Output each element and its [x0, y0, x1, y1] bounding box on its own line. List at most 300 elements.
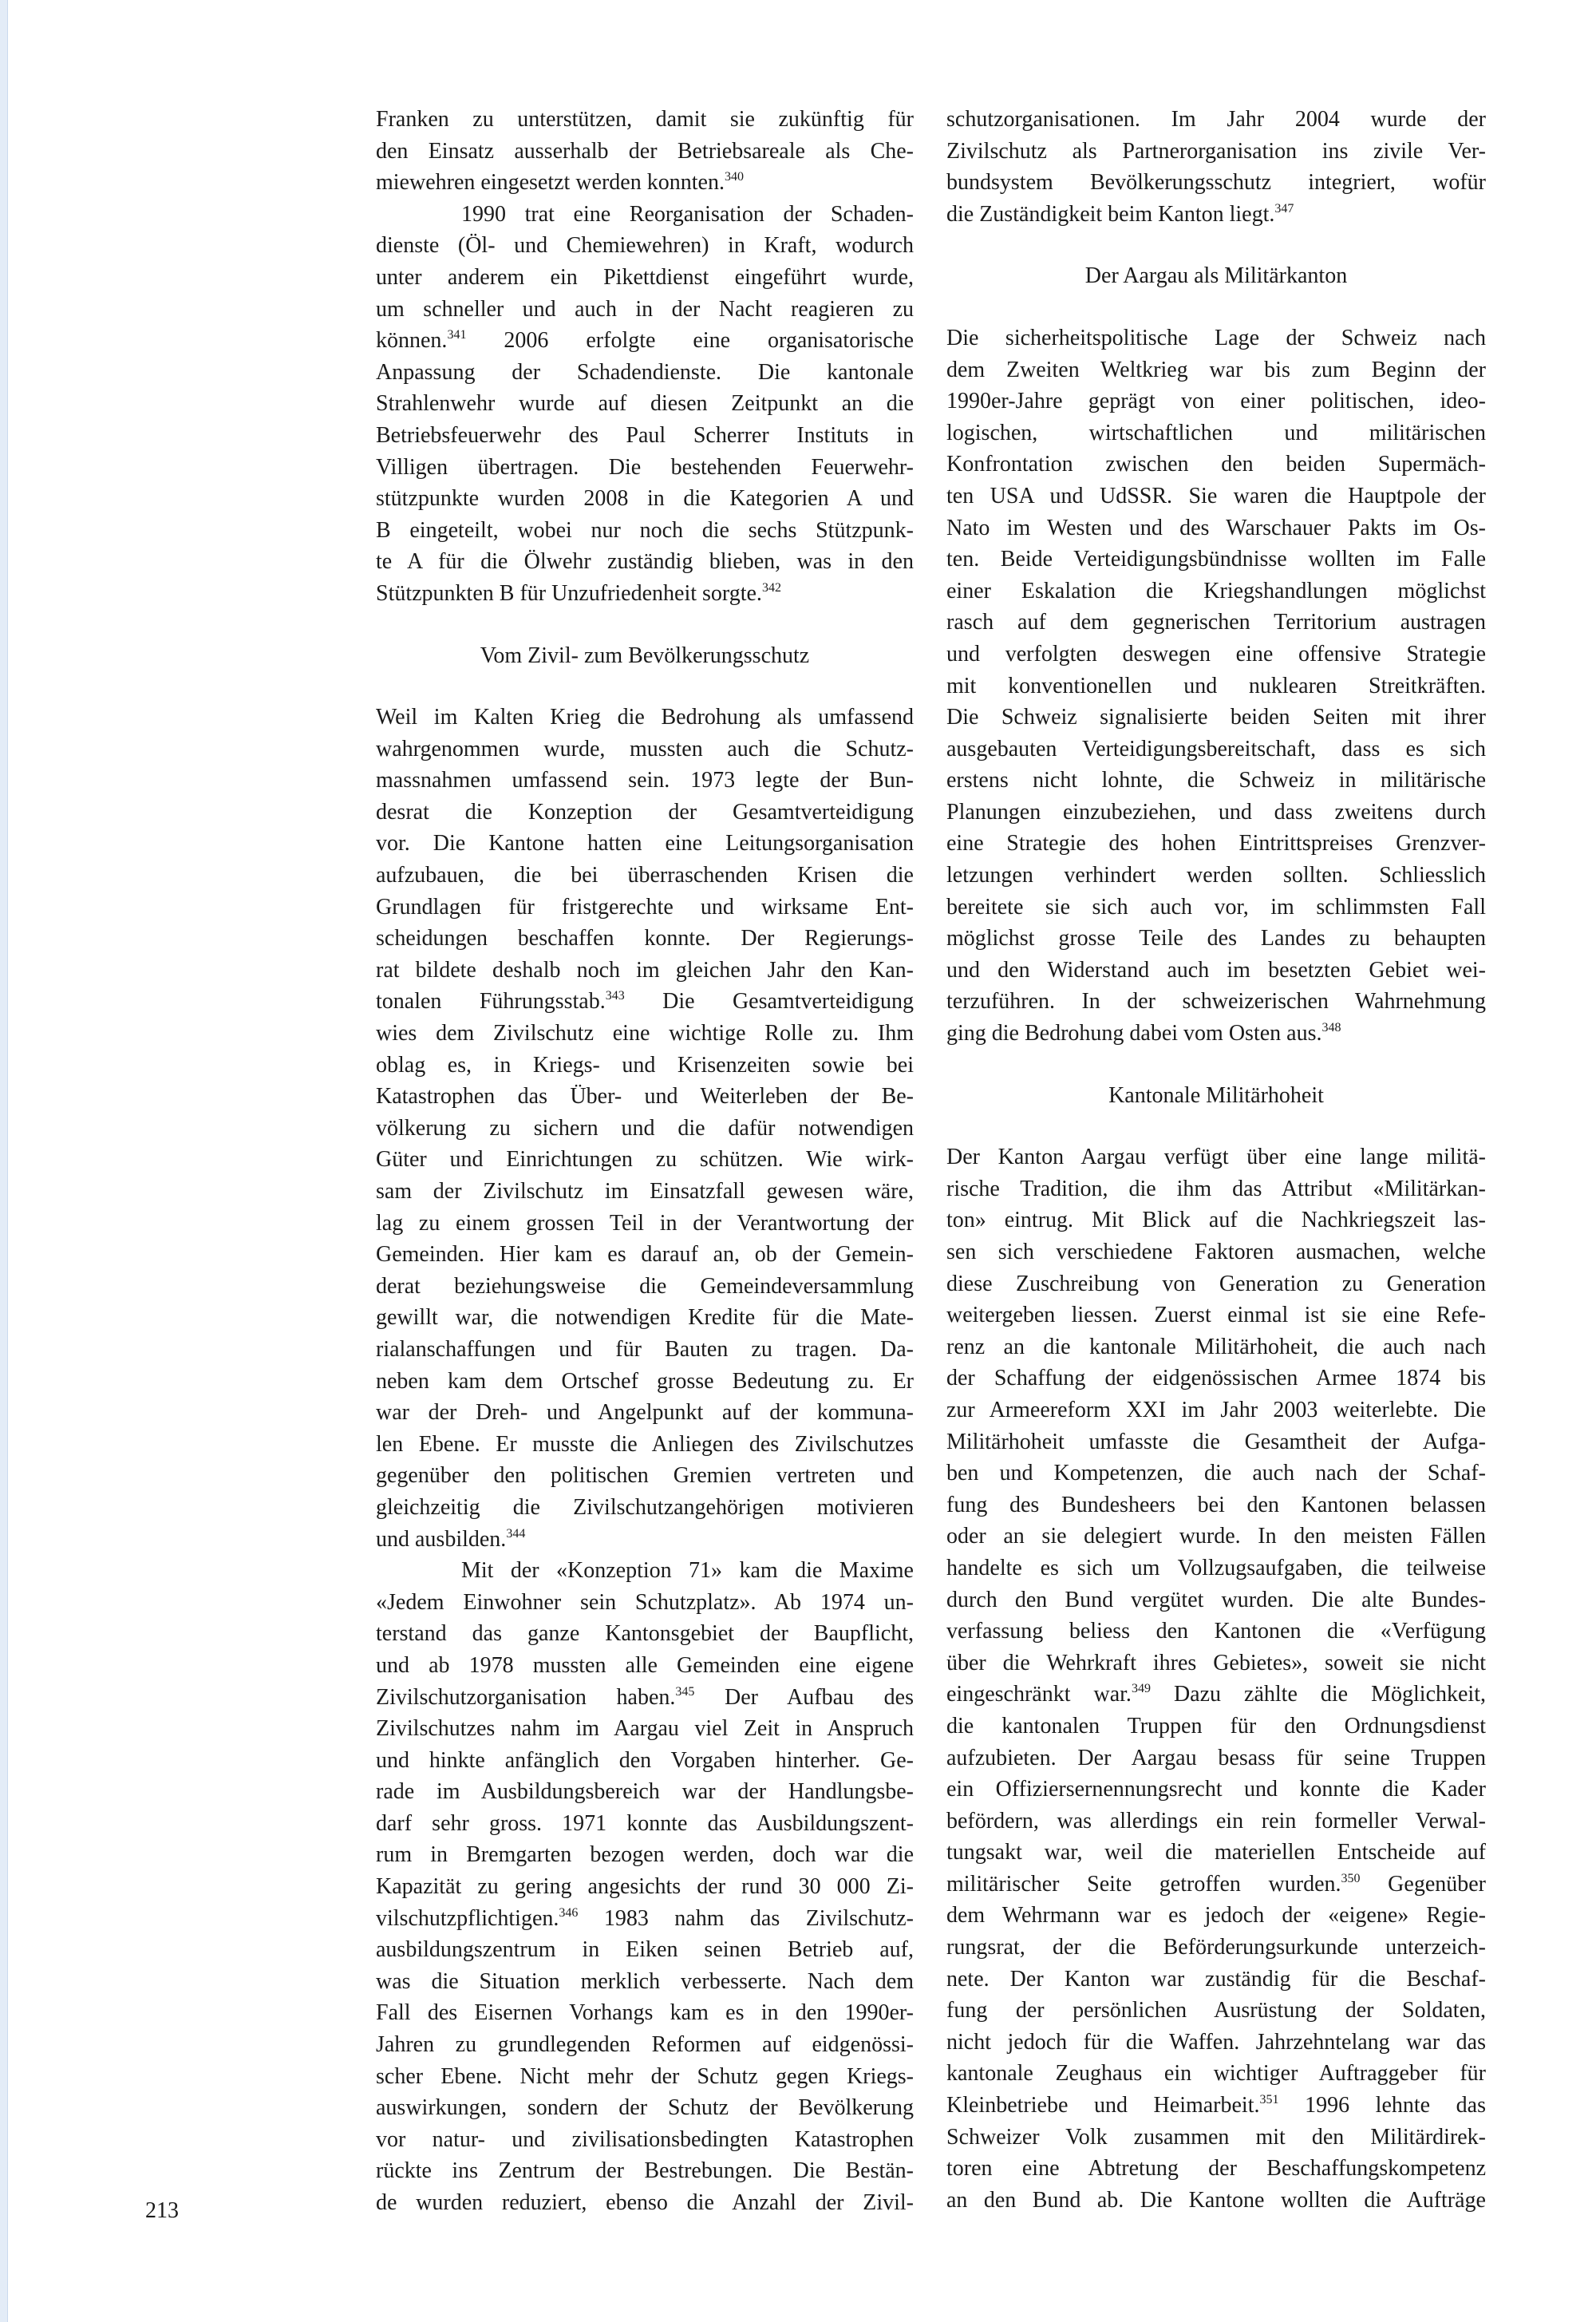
line-text: Betriebsfeuerwehr des Paul Scherrer Instituts in: [376, 422, 914, 448]
line-text: verfassung beliess den Kantonen die «Verfügung: [946, 1619, 1486, 1644]
text-line: [376, 136, 914, 168]
text-line: [946, 1648, 1486, 1679]
text-line: [376, 828, 914, 860]
line-text: weitergeben liessen. Zuerst einmal ist sie eine Refe-: [946, 1303, 1486, 1328]
line-content: [946, 1335, 1486, 1359]
line-text-after-footnote: Gegenüber: [1360, 1871, 1486, 1897]
text-line: [376, 1397, 914, 1429]
line-content: [946, 452, 1486, 477]
line-text: vor natur- und zivilisationsbedingten Katastrophen: [376, 2126, 914, 2152]
line-text: aufzubauen, die bei überraschenden Krisen die: [376, 863, 914, 888]
line-text: fung des Bundesheers bei den Kantonen belassen: [946, 1492, 1486, 1517]
line-text: nete. Der Kanton war zuständig für die Beschaf-: [946, 1966, 1486, 1992]
line-content: [376, 1084, 914, 1109]
line-content: [376, 1400, 914, 1425]
line-content: [376, 1937, 914, 1962]
line-content: [376, 455, 914, 480]
text-line: [376, 1555, 914, 1587]
line-text: militärischer Seite getroffen wurden.: [946, 1871, 1341, 1897]
line-text: rat bildete deshalb noch im gleichen Jahr den Kan-: [376, 957, 914, 983]
text-line: [946, 1869, 1486, 1901]
text-line: [946, 828, 1486, 860]
line-content: [946, 358, 1486, 382]
line-content: [376, 2064, 914, 2089]
text-line: [376, 1745, 914, 1777]
line-text: handelte es sich um Vollzugsaufgaben, die teilweise: [946, 1555, 1486, 1580]
line-content: [376, 328, 914, 353]
text-line: [946, 955, 1486, 987]
line-text: Villigen übertragen. Die bestehenden Feuerwehr-: [376, 454, 914, 480]
text-line: [376, 2187, 914, 2219]
text-line: [376, 1966, 914, 1998]
line-text: Militärhoheit umfasste die Gesamtheit der Aufga-: [946, 1429, 1486, 1454]
line-text: Weil im Kalten Krieg die Bedrohung als umfassend: [376, 705, 914, 730]
line-content: [946, 1524, 1486, 1549]
line-content: [946, 326, 1486, 350]
line-content: [946, 989, 1486, 1014]
text-line: [376, 1176, 914, 1208]
text-line: [376, 1302, 914, 1334]
line-content: [946, 958, 1486, 983]
text-line: [376, 452, 914, 484]
footnote-reference: 350: [1341, 1871, 1361, 1885]
line-content: [946, 1021, 1341, 1046]
line-content: [376, 2158, 914, 2183]
text-line: [946, 136, 1486, 168]
text-line: [376, 388, 914, 420]
text-line: [946, 702, 1486, 734]
line-text: de wurden reduziert, ebenso die Anzahl der Zivil-: [376, 2190, 914, 2215]
text-line: [376, 1208, 914, 1240]
line-text: ten USA und UdSSR. Sie waren die Hauptpole der: [946, 483, 1486, 508]
text-line: [376, 1808, 914, 1840]
line-text: vor. Die Kantone hatten eine Leitungsorganisation: [376, 831, 914, 856]
line-text: und den Widerstand auch im besetzten Gebiet wei-: [946, 957, 1486, 983]
line-text: logischen, wirtschaftlichen und militärischen: [946, 420, 1486, 445]
text-line: [376, 1903, 914, 1935]
text-line: [946, 322, 1486, 354]
line-content: [376, 831, 914, 856]
line-text: dem Wehrmann war es jedoch der «eigene» Regie-: [946, 1903, 1486, 1928]
line-content: [946, 202, 1294, 227]
footnote-reference: 344: [506, 1526, 526, 1541]
footnote-reference: 347: [1274, 201, 1294, 216]
text-line: [946, 1141, 1486, 1173]
line-content: [946, 1240, 1486, 1264]
line-text: Konfrontation zwischen den beiden Supermäch-: [946, 452, 1486, 477]
line-text: Die sicherheitspolitische Lage der Schweiz nach: [946, 325, 1486, 350]
text-line: [946, 167, 1486, 199]
line-content: [946, 831, 1486, 856]
line-content: [376, 1653, 914, 1678]
text-line: [376, 1650, 914, 1682]
line-text: erstens nicht lohnte, die Schweiz in militärische: [946, 768, 1486, 793]
line-text: vilschutzpflichtigen.: [376, 1905, 559, 1931]
line-content: [376, 1242, 914, 1267]
text-line: [376, 262, 914, 294]
footnote-reference: 343: [605, 989, 625, 1003]
line-content: [946, 2030, 1486, 2055]
line-text: ausgebauten Verteidigungsbereitschaft, dass es sich: [946, 736, 1486, 761]
line-content: [376, 297, 914, 322]
line-text: Jahren zu grundlegenden Reformen auf eidgenössi-: [376, 2032, 914, 2058]
text-line: [946, 104, 1486, 136]
line-text: eine Strategie des hohen Eintrittspreises Grenzver-: [946, 831, 1486, 856]
footnote-reference: 349: [1131, 1682, 1151, 1696]
text-line: [376, 1587, 914, 1619]
paragraph: [946, 104, 1486, 230]
line-content: [376, 1116, 914, 1141]
line-text: was die Situation merklich verbesserte. Nach dem: [376, 1968, 914, 1994]
line-text: Der Kanton Aargau verfügt über eine lange militä-: [946, 1145, 1486, 1170]
text-line: [376, 860, 914, 892]
footnote-reference: 341: [447, 328, 467, 342]
line-text: auswirkungen, sondern der Schutz der Bevölkerung: [376, 2095, 914, 2121]
line-text: mit konventionellen und nuklearen Streitkräften.: [946, 673, 1486, 698]
line-content: [946, 2125, 1486, 2150]
line-content: [946, 389, 1486, 413]
page-number: 213: [145, 2198, 179, 2223]
text-line: [376, 420, 914, 452]
text-line: [946, 2027, 1486, 2059]
paragraph: [376, 199, 914, 610]
text-line: [376, 104, 914, 136]
text-line: [376, 1271, 914, 1303]
line-content: [376, 1179, 914, 1204]
text-column-left: [376, 104, 914, 2219]
line-text: Anpassung der Schadendienste. Die kantonale: [376, 359, 914, 385]
line-content: [946, 421, 1486, 445]
text-line: [946, 2090, 1486, 2122]
text-line: [376, 734, 914, 765]
text-line: [946, 1394, 1486, 1426]
line-content: [376, 737, 914, 761]
line-content: [946, 1682, 1486, 1707]
text-line: [946, 1932, 1486, 1964]
line-text: die Zuständigkeit beim Kanton liegt.: [946, 201, 1275, 227]
line-content: [946, 800, 1486, 825]
text-line: [376, 1776, 914, 1808]
line-content: [376, 1527, 525, 1552]
line-content: [946, 1398, 1486, 1422]
line-text: ton» eintrug. Mit Blick auf die Nachkriegszeit las-: [946, 1208, 1486, 1233]
line-content: [946, 1588, 1486, 1612]
line-text: Zivilschutzes nahm im Aargau viel Zeit in Anspruch: [376, 1716, 914, 1742]
line-text: gewillt war, die notwendigen Kredite für die Mate-: [376, 1305, 914, 1331]
line-content: [376, 1274, 914, 1299]
footnote-reference: 345: [675, 1684, 695, 1699]
text-line: [946, 1521, 1486, 1553]
line-text: scheidungen beschaffen konnte. Der Regierungs-: [376, 926, 914, 951]
line-content: [376, 926, 914, 951]
text-line: [376, 2092, 914, 2124]
text-line: [946, 860, 1486, 892]
line-content: [946, 1556, 1486, 1580]
line-text: terzuführen. In der schweizerischen Wahrnehmung: [946, 989, 1486, 1015]
line-content: [376, 1147, 914, 1172]
line-text: ben und Kompetenzen, die auch nach der Schaf-: [946, 1461, 1486, 1486]
line-text: können.: [376, 328, 448, 354]
line-content: [376, 233, 914, 258]
line-text: Güter und Einrichtungen zu schützen. Wie wirk-: [376, 1147, 914, 1173]
line-text: «Jedem Einwohner sein Schutzplatz». Ab 1974 un-: [376, 1589, 914, 1615]
line-text: der Schaffung der eidgenössischen Armee 1874 bis: [946, 1366, 1486, 1391]
line-text: Die Schweiz signalisierte beiden Seiten mit ihrer: [946, 705, 1486, 730]
text-line: [376, 1239, 914, 1271]
line-content: [946, 1461, 1486, 1485]
text-line: [946, 1205, 1486, 1236]
line-content: [376, 139, 914, 164]
text-line: [376, 2061, 914, 2093]
paragraph: [376, 104, 914, 199]
line-text: völkerung zu sichern und die dafür notwendigen: [376, 1115, 914, 1141]
line-text: diese Zuschreibung von Generation zu Generation: [946, 1271, 1486, 1296]
line-text: befördern, was allerdings ein rein formeller Verwal-: [946, 1808, 1486, 1833]
line-text: um schneller und auch in der Nacht reagieren zu: [376, 296, 914, 322]
text-line: [376, 1682, 914, 1714]
line-text: rialanschaffungen und für Bauten zu tragen. Da-: [376, 1336, 914, 1362]
line-content: [946, 579, 1486, 603]
text-line: [946, 512, 1486, 544]
line-content: [376, 549, 914, 574]
line-content: [376, 989, 914, 1014]
line-content: [376, 1305, 914, 1330]
line-text: Katastrophen das Über- und Weiterleben der Be-: [376, 1084, 914, 1110]
line-content: [376, 1621, 914, 1646]
text-line: [376, 1839, 914, 1871]
text-line: [376, 2124, 914, 2156]
text-line: [376, 1429, 914, 1461]
line-text: wahrgenommen wurde, mussten auch die Schutz-: [376, 736, 914, 761]
line-text: oblag es, in Kriegs- und Krisenzeiten sowie bei: [376, 1052, 914, 1078]
text-line: [946, 1236, 1486, 1268]
line-content: [376, 1053, 914, 1078]
line-text: rum in Bremgarten bezogen werden, doch war die: [376, 1842, 914, 1868]
text-line: [376, 1618, 914, 1650]
line-content: [376, 1842, 914, 1867]
line-content: [946, 1746, 1486, 1770]
text-line: [946, 923, 1486, 955]
line-text: neben kam dem Ortschef grosse Bedeutung zu. Er: [376, 1368, 914, 1394]
line-content: [376, 1021, 914, 1046]
text-line: [376, 294, 914, 326]
line-text: 1990 trat eine Reorganisation der Schaden-: [461, 201, 914, 227]
line-content: [376, 958, 914, 983]
text-line: [946, 1299, 1486, 1331]
line-text: dienste (Öl- und Chemiewehren) in Kraft, wodurch: [376, 233, 914, 259]
line-text: Kapazität zu gering angesichts der rund 30 000 Zi-: [376, 1874, 914, 1900]
line-content: [946, 768, 1486, 793]
line-text: sam der Zivilschutz im Einsatzfall gewesen wäre,: [376, 1179, 914, 1204]
line-text: len Ebene. Er musste die Anliegen des Zivilschutzes: [376, 1431, 914, 1457]
line-content: [376, 2095, 914, 2120]
text-line: [376, 1934, 914, 1966]
line-content: [946, 170, 1486, 195]
text-line: [376, 986, 914, 1018]
line-text: rade im Ausbildungsbereich war der Handlungsbe-: [376, 1779, 914, 1805]
line-content: [376, 1874, 914, 1899]
line-content: [946, 1903, 1486, 1928]
line-content: [946, 1840, 1486, 1865]
line-content: [376, 1748, 914, 1773]
line-text: und ausbilden.: [376, 1526, 507, 1552]
line-content: [376, 1685, 914, 1710]
line-content: [946, 2188, 1486, 2213]
line-content: [376, 391, 914, 416]
line-text: einer Eskalation die Kriegshandlungen möglichst: [946, 578, 1486, 603]
line-content: [376, 486, 914, 511]
text-line: [946, 670, 1486, 702]
line-content: [946, 1967, 1486, 1992]
line-text: oder an sie delegiert wurde. In den meisten Fällen: [946, 1524, 1486, 1549]
line-text-after-footnote: 1983 nahm das Zivilschutz-: [578, 1905, 914, 1931]
line-text: Strahlenwehr wurde auf diesen Zeitpunkt an die: [376, 391, 914, 417]
text-line: [376, 797, 914, 829]
line-text: war der Dreh- und Angelpunkt auf der kommuna-: [376, 1400, 914, 1426]
line-content: [376, 1337, 914, 1362]
text-line: [946, 576, 1486, 607]
line-text: te A für die Ölwehr zuständig blieben, was in den: [376, 549, 914, 575]
text-line: [946, 2122, 1486, 2154]
line-text: nicht jedoch für die Waffen. Jahrzehntelang war das: [946, 2029, 1486, 2055]
line-text: renz an die kantonale Militärhoheit, die auch nach: [946, 1334, 1486, 1359]
section-heading: Der Aargau als Militärkanton: [1084, 263, 1348, 289]
line-text: Grundlagen für fristgerechte und wirksame Ent-: [376, 894, 914, 920]
line-text: stützpunkte wurden 2008 in die Kategorien A und: [376, 486, 914, 512]
line-content: [376, 2127, 914, 2152]
text-line: [946, 1331, 1486, 1363]
line-content: [946, 1998, 1486, 2023]
text-line: [946, 1679, 1486, 1711]
text-line: [376, 1050, 914, 1082]
viewer-left-edge: [0, 0, 8, 2322]
paragraph: [376, 1555, 914, 2218]
text-line: [376, 357, 914, 389]
line-content: [461, 1558, 914, 1583]
text-line: [946, 1837, 1486, 1869]
line-content: [946, 863, 1486, 888]
line-text: massnahmen umfassend sein. 1973 legte der Bun-: [376, 768, 914, 793]
line-content: [376, 518, 914, 543]
line-content: [376, 705, 914, 730]
text-line: [946, 1489, 1486, 1521]
footnote-reference: 346: [559, 1905, 579, 1920]
text-line: [376, 1871, 914, 1903]
text-line: [376, 2155, 914, 2187]
line-text: unter anderem ein Pikettdienst eingeführt wurde,: [376, 264, 914, 290]
line-content: [946, 1366, 1486, 1390]
text-line: [946, 1584, 1486, 1616]
text-line: [376, 1366, 914, 1398]
line-content: [376, 895, 914, 920]
text-line: [376, 923, 914, 955]
line-text-after-footnote: 1996 lehnte das: [1278, 2093, 1486, 2118]
line-text: bundsystem Bevölkerungsschutz integriert, wofür: [946, 170, 1486, 196]
text-line: [376, 1081, 914, 1113]
text-line: [946, 1426, 1486, 1458]
line-content: [946, 1935, 1486, 1960]
text-line: [946, 607, 1486, 639]
text-line: [946, 544, 1486, 576]
line-text: rasch auf dem gegnerischen Territorium austragen: [946, 610, 1486, 635]
text-line: [946, 892, 1486, 924]
text-line: [946, 1363, 1486, 1394]
line-content: [376, 1906, 914, 1931]
line-text: Kleinbetriebe und Heimarbeit.: [946, 2093, 1260, 2118]
text-line: [376, 1460, 914, 1492]
line-content: [946, 674, 1486, 698]
line-content: [946, 2061, 1486, 2086]
line-content: [946, 1493, 1486, 1517]
line-content: [376, 423, 914, 448]
line-content: [946, 1714, 1486, 1739]
text-line: [946, 1995, 1486, 2027]
text-line: [946, 1173, 1486, 1205]
line-text: tonalen Führungsstab.: [376, 989, 606, 1015]
line-content: [376, 360, 914, 385]
text-line: [376, 1524, 914, 1556]
line-content: [946, 547, 1486, 572]
line-content: [946, 1177, 1486, 1201]
line-text: durch den Bund vergütet wurden. Die alte Bundes-: [946, 1587, 1486, 1612]
line-text-after-footnote: Dazu zählte die Möglichkeit,: [1150, 1682, 1486, 1707]
line-text: zur Armeereform XXI im Jahr 2003 weiterlebte. Die: [946, 1397, 1486, 1422]
line-content: [376, 1463, 914, 1488]
line-content: [376, 2190, 914, 2215]
text-line: [376, 1492, 914, 1524]
line-text: derat beziehungsweise die Gemeindeversammlung: [376, 1273, 914, 1299]
line-content: [946, 1208, 1486, 1232]
line-text: toren eine Abtretung der Beschaffungskompetenz: [946, 2156, 1486, 2182]
text-line: [946, 199, 1486, 231]
line-text: Fall des Eisernen Vorhangs kam es in den 1990er-: [376, 2000, 914, 2026]
line-text-after-footnote: Die Gesamtverteidigung: [624, 989, 914, 1015]
line-text: fung der persönlichen Ausrüstung der Soldaten,: [946, 1998, 1486, 2023]
line-text: wies dem Zivilschutz eine wichtige Rolle zu. Ihm: [376, 1021, 914, 1046]
line-content: [376, 2000, 914, 2025]
line-content: [946, 1303, 1486, 1327]
line-content: [376, 1590, 914, 1615]
line-text: ein Offiziersernennungsrecht und konnte die Kader: [946, 1777, 1486, 1802]
line-content: [376, 265, 914, 290]
line-text: Planungen einzubeziehen, und dass zweitens durch: [946, 799, 1486, 825]
line-text: ausbildungszentrum in Eiken seinen Betrieb auf,: [376, 1937, 914, 1963]
line-content: [946, 1872, 1486, 1897]
line-text: den Einsatz ausserhalb der Betriebsareale als Che-: [376, 138, 914, 164]
line-content: [376, 1432, 914, 1457]
line-content: [946, 705, 1486, 730]
line-text: Zivilschutz als Partnerorganisation ins zivile Ver-: [946, 138, 1486, 164]
text-line: [946, 1553, 1486, 1584]
line-text: Zivilschutzorganisation haben.: [376, 1684, 676, 1710]
text-line: [946, 734, 1486, 765]
line-text-after-footnote: 2006 erfolgte eine organisatorische: [466, 328, 914, 354]
text-line: [376, 2029, 914, 2061]
text-line: [946, 386, 1486, 417]
line-content: [376, 1211, 914, 1236]
line-text: lag zu einem grossen Teil in der Verantwortung der: [376, 1210, 914, 1236]
text-line: [376, 1334, 914, 1366]
line-content: [946, 1809, 1486, 1833]
line-text: rückte ins Zentrum der Bestrebungen. Die Bestän-: [376, 2158, 914, 2184]
text-line: [376, 546, 914, 578]
line-content: [946, 107, 1486, 132]
line-content: [946, 1272, 1486, 1296]
line-text: ten. Beide Verteidigungsbündnisse wollten im Falle: [946, 547, 1486, 572]
line-content: [946, 610, 1486, 635]
text-line: [376, 1713, 914, 1745]
line-content: [946, 1619, 1486, 1644]
